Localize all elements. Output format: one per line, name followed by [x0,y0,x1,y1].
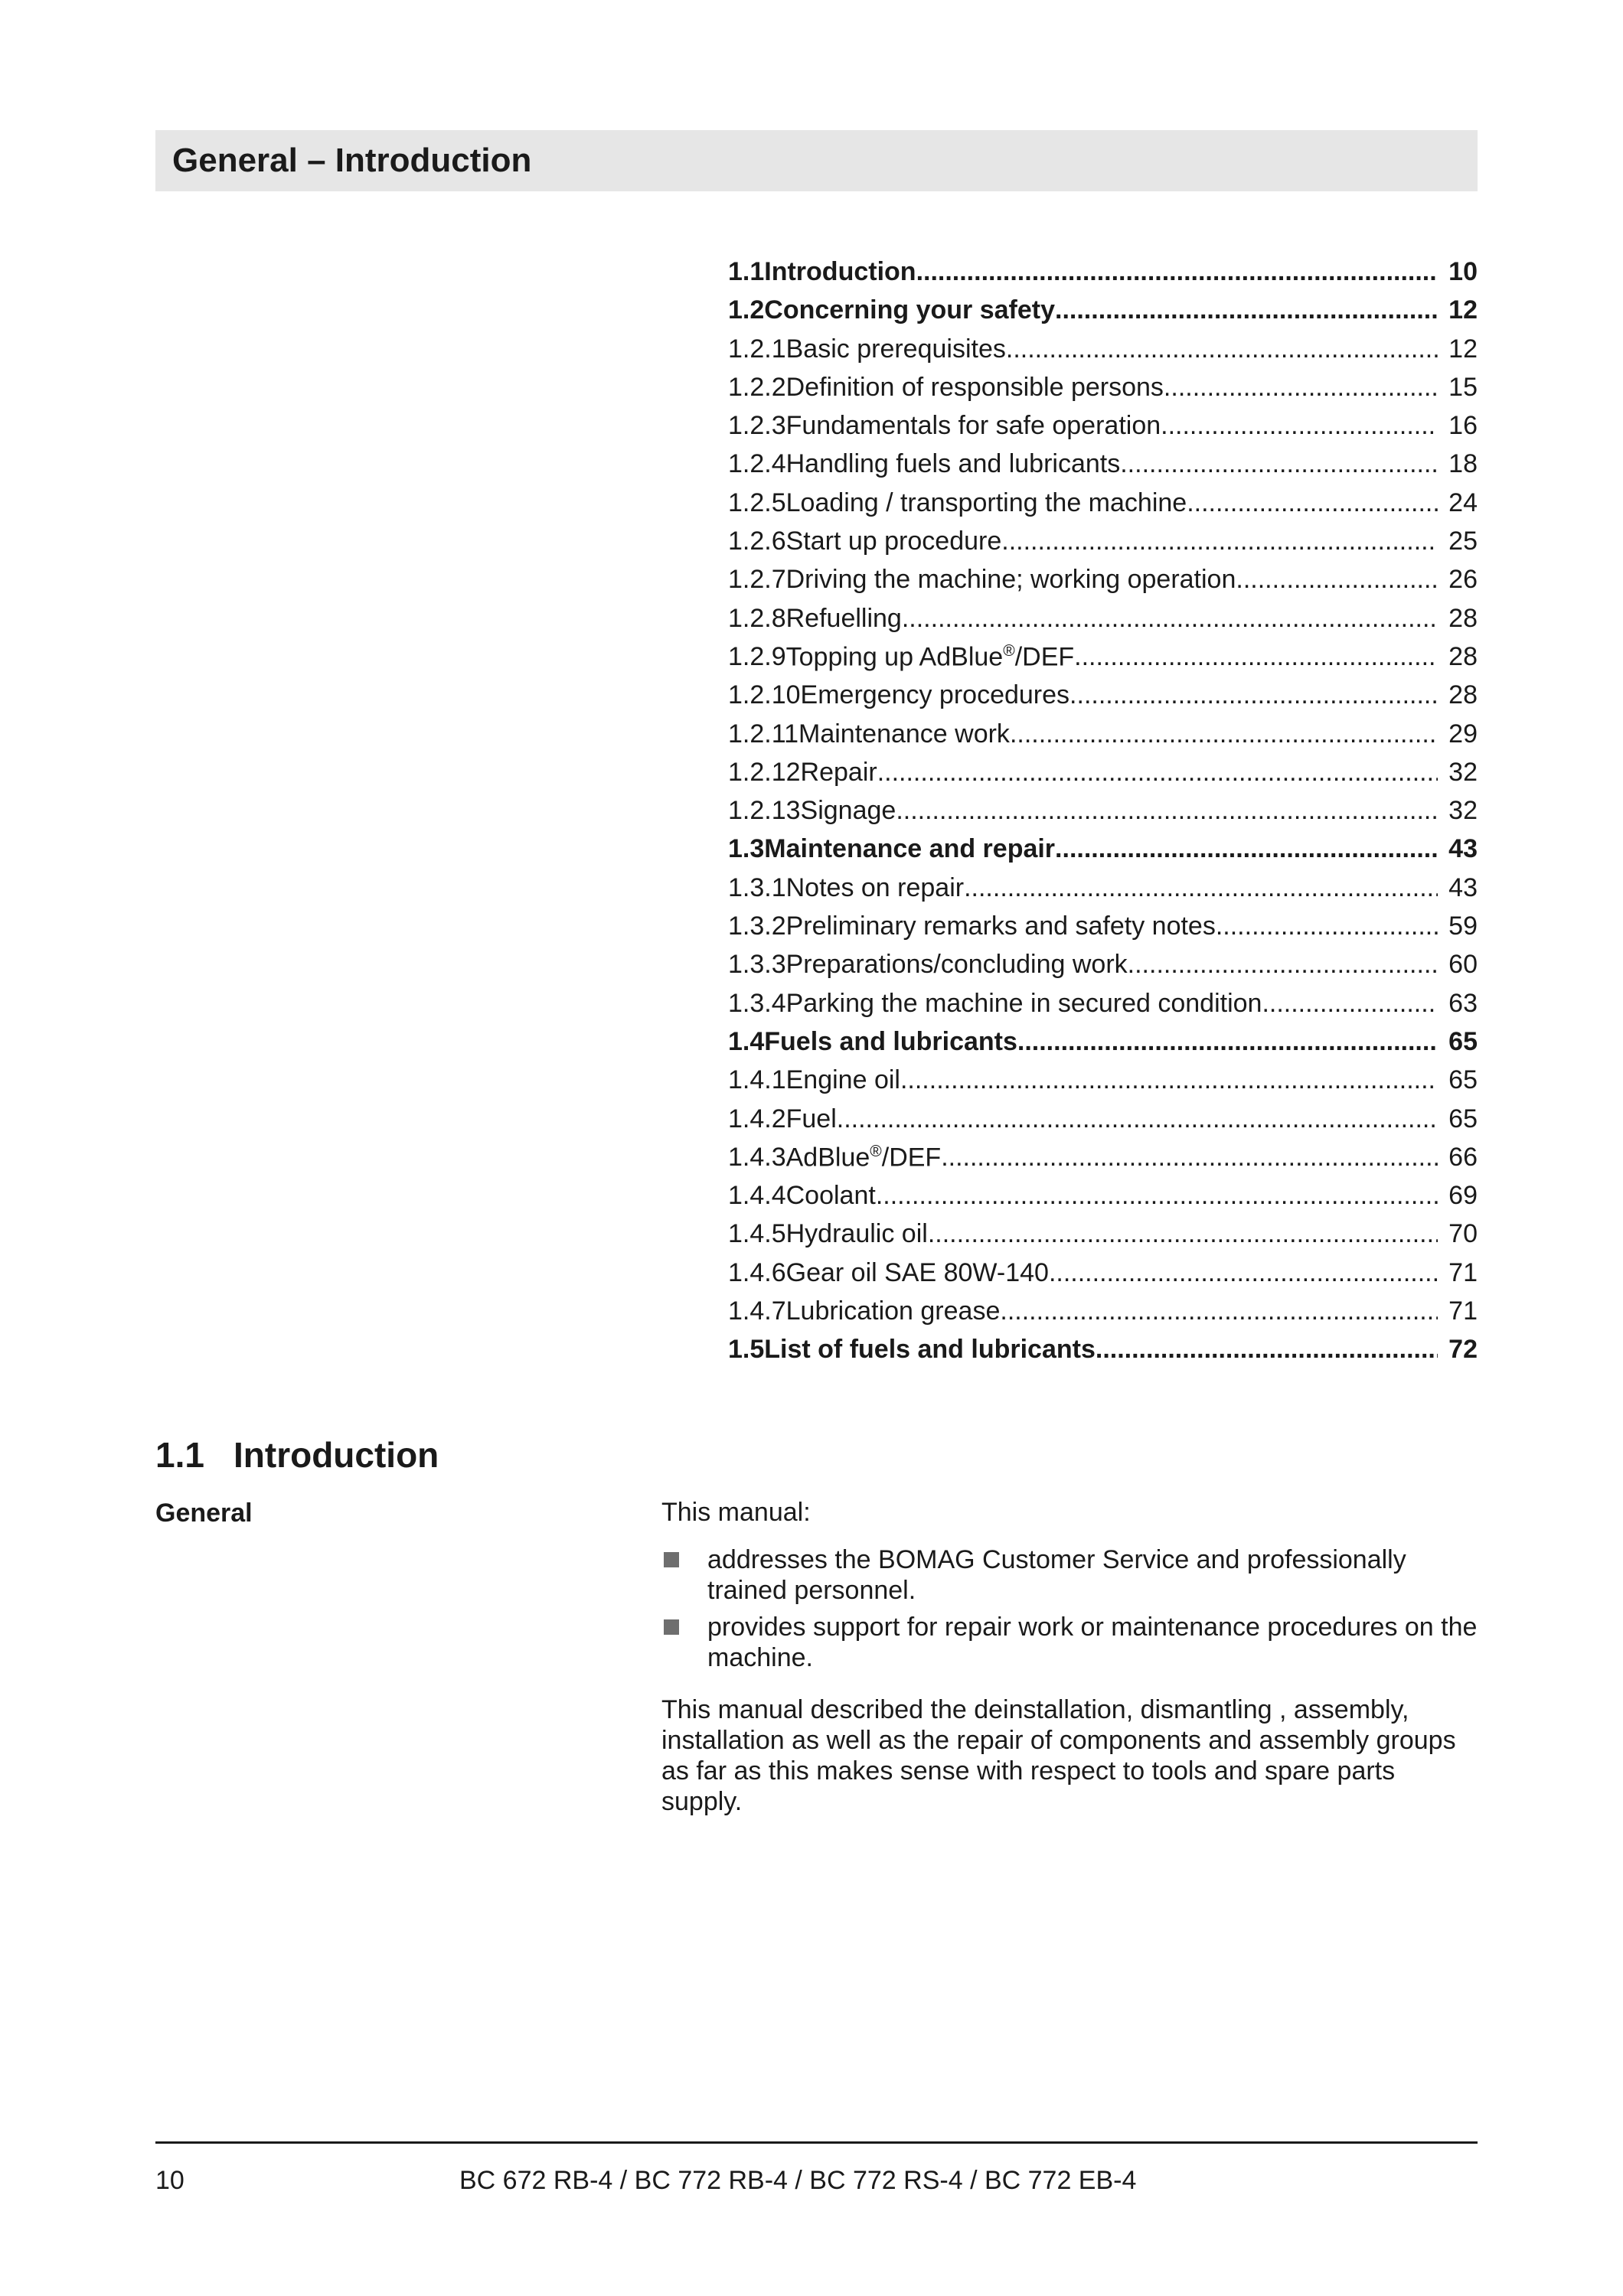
toc-entry [728,527,1478,565]
bullet-text: provides support for repair work or maintenance procedures on the machine. [707,1613,1478,1672]
registered-mark: ® [1003,641,1015,660]
toc-entry-number: 1.2 [728,295,765,325]
toc-entry [728,680,1478,719]
toc-entry-title: Notes on repair [785,872,965,902]
toc-entry-number: 1.3.3 [728,950,786,980]
toc-entry [728,1065,1478,1104]
toc-entry-number: 1.2.5 [728,488,786,517]
toc-entry-page: 59 [1448,912,1478,941]
toc-entry-page: 16 [1448,411,1478,441]
toc-entry-page: 32 [1448,796,1478,826]
toc-leader-dots [1055,834,1438,864]
table-of-contents [728,257,1478,1374]
toc-entry [728,1296,1478,1335]
toc-entry-number: 1.2.1 [728,334,786,364]
toc-entry-title: Preparations/concluding work [785,950,1128,980]
toc-entry [728,295,1478,334]
toc-entry-page: 65 [1448,1026,1478,1056]
toc-entry [728,449,1478,488]
toc-entry-page: 60 [1448,950,1478,980]
toc-entry [728,1219,1478,1257]
toc-entry-number: 1.4.1 [728,1065,786,1095]
toc-entry-title: Preliminary remarks and safety notes [785,912,1216,941]
toc-entry-title: Fundamentals for safe operation [785,411,1161,441]
toc-entry-title: Emergency procedures [800,680,1070,710]
footer-divider [155,2141,1478,2144]
toc-leader-dots [1128,950,1438,980]
section-title: Introduction [233,1435,439,1475]
side-label: General [155,1499,253,1528]
chapter-title: General – Introduction [172,142,532,179]
toc-leader-dots [876,1181,1438,1211]
toc-entry [728,796,1478,834]
toc-entry-title: Coolant [785,1181,876,1211]
toc-entry [728,565,1478,603]
toc-leader-dots [1010,719,1438,749]
toc-entry-number: 1.4.6 [728,1257,786,1287]
toc-entry [728,834,1478,872]
toc-entry-page: 28 [1448,642,1478,672]
toc-entry-title: Engine oil [785,1065,900,1095]
toc-entry-title: Definition of responsible persons [785,372,1164,402]
toc-entry-page: 65 [1448,1065,1478,1095]
toc-entry-title: Lubrication grease [785,1296,1001,1326]
toc-entry [728,719,1478,758]
toc-entry-title: Maintenance and repair [764,834,1056,864]
chapter-header-bar [155,130,1478,191]
toc-entry-page: 71 [1448,1257,1478,1287]
toc-entry-title: Topping up AdBlue®/DEF [785,641,1075,672]
toc-entry-page: 15 [1448,372,1478,402]
toc-leader-dots [1262,989,1438,1019]
toc-leader-dots [877,758,1438,788]
square-bullet-icon [664,1552,679,1567]
toc-entry-title: Gear oil SAE 80W-140 [785,1257,1049,1287]
toc-leader-dots [941,1143,1438,1172]
toc-entry-number: 1.2.2 [728,372,786,402]
toc-entry [728,758,1478,796]
toc-entry-page: 26 [1448,565,1478,595]
toc-entry-number: 1.4 [728,1026,765,1056]
toc-entry-number: 1.1 [728,257,765,286]
toc-entry-page: 69 [1448,1181,1478,1211]
toc-leader-dots [1074,642,1438,672]
toc-entry-title: Repair [800,757,877,787]
toc-entry-title: Driving the machine; working operation [785,565,1236,595]
toc-entry-title: Handling fuels and lubricants [785,449,1121,479]
toc-entry-page: 66 [1448,1143,1478,1172]
toc-entry [728,334,1478,373]
toc-entry-page: 28 [1448,680,1478,710]
toc-entry [728,642,1478,680]
toc-entry [728,1104,1478,1143]
toc-entry [728,257,1478,295]
toc-entry-number: 1.3 [728,834,765,864]
toc-entry-page: 70 [1448,1219,1478,1249]
toc-leader-dots [1216,912,1438,941]
toc-leader-dots [1187,488,1438,518]
toc-entry-number: 1.3.2 [728,912,786,941]
toc-entry-page: 43 [1448,872,1478,902]
toc-leader-dots [1017,1027,1438,1057]
square-bullet-icon [664,1619,679,1635]
toc-leader-dots [1049,1258,1438,1288]
toc-leader-dots [896,796,1438,826]
bullet-list [661,1544,1478,1673]
toc-entry [728,873,1478,912]
bullet-text: addresses the BOMAG Customer Service and professionally trained personnel. [707,1545,1406,1605]
toc-entry-page: 10 [1448,257,1478,286]
footer-model-line: BC 672 RB-4 / BC 772 RB-4 / BC 772 RS-4 / BC 772 EB-4 [459,2166,1137,2195]
toc-entry-page: 12 [1448,334,1478,364]
toc-leader-dots [1000,1296,1438,1326]
toc-leader-dots [1236,565,1438,595]
toc-leader-dots [1006,334,1438,364]
toc-entry-number: 1.2.12 [728,757,801,787]
toc-entry-number: 1.2.13 [728,796,801,826]
list-item [661,1612,1478,1673]
toc-entry-page: 65 [1448,1104,1478,1133]
toc-entry-title: Fuel [785,1104,837,1133]
toc-entry-page: 12 [1448,295,1478,325]
toc-entry [728,1258,1478,1296]
toc-leader-dots [916,257,1438,287]
section-heading [155,1434,439,1476]
toc-entry-number: 1.4.2 [728,1104,786,1133]
toc-leader-dots [837,1104,1438,1134]
toc-entry-title: Loading / transporting the machine [785,488,1187,517]
intro-line: This manual: [661,1498,811,1527]
toc-entry-number: 1.2.9 [728,642,786,672]
toc-entry-number: 1.5 [728,1335,765,1365]
toc-leader-dots [1055,295,1438,325]
toc-leader-dots [1120,449,1438,479]
toc-entry-title: Parking the machine in secured condition [785,988,1262,1018]
toc-entry-number: 1.2.6 [728,527,786,556]
toc-entry-title: AdBlue®/DEF [785,1142,942,1172]
toc-entry [728,989,1478,1027]
toc-entry-page: 43 [1448,834,1478,864]
section-body [661,1497,1478,1817]
section-number: 1.1 [155,1435,204,1475]
toc-leader-dots [1164,373,1438,403]
toc-entry-page: 32 [1448,757,1478,787]
toc-entry-title: Maintenance work [798,719,1010,748]
list-item [661,1544,1478,1606]
toc-entry-title: Refuelling [785,603,902,633]
registered-mark: ® [870,1142,882,1160]
toc-leader-dots [1161,411,1438,441]
toc-entry-page: 63 [1448,988,1478,1018]
toc-leader-dots [928,1219,1438,1249]
toc-entry [728,1143,1478,1181]
toc-leader-dots [1001,527,1438,556]
toc-entry-number: 1.4.4 [728,1181,786,1211]
toc-entry-number: 1.4.5 [728,1219,786,1249]
toc-entry [728,1027,1478,1065]
toc-entry-number: 1.2.11 [728,719,799,748]
toc-entry-title: Signage [800,796,896,826]
toc-leader-dots [1069,680,1438,710]
toc-entry-title: Start up procedure [785,527,1002,556]
footer-page-number: 10 [155,2166,185,2195]
toc-entry [728,604,1478,642]
toc-entry-title: Concerning your safety [764,295,1056,325]
toc-entry-number: 1.2.4 [728,449,786,479]
toc-entry-number: 1.2.3 [728,411,786,441]
toc-entry [728,411,1478,449]
toc-entry-number: 1.2.8 [728,603,786,633]
toc-entry-title: Fuels and lubricants [764,1026,1017,1056]
toc-leader-dots [902,604,1438,634]
toc-entry [728,488,1478,527]
toc-entry-page: 29 [1448,719,1478,748]
toc-entry-number: 1.3.4 [728,988,786,1018]
toc-entry-page: 71 [1448,1296,1478,1326]
toc-entry-page: 24 [1448,488,1478,517]
toc-leader-dots [1096,1335,1438,1365]
toc-entry-number: 1.4.7 [728,1296,786,1326]
toc-entry-number: 1.4.3 [728,1143,786,1172]
toc-entry-number: 1.2.7 [728,565,786,595]
toc-entry [728,1181,1478,1219]
body-paragraph: This manual described the deinstallation, dismantling , assembly, installation as well as the repair of components and assembly groups as far as this makes sense with respect to tools and spare parts supply. [661,1695,1456,1816]
toc-entry-page: 72 [1448,1335,1478,1365]
toc-leader-dots [964,873,1438,903]
toc-entry-title: Introduction [764,257,916,286]
toc-entry [728,1335,1478,1373]
toc-entry [728,950,1478,988]
toc-entry-page: 18 [1448,449,1478,479]
toc-entry-page: 25 [1448,527,1478,556]
toc-entry-number: 1.2.10 [728,680,801,710]
toc-entry-title: Basic prerequisites [785,334,1006,364]
toc-entry [728,912,1478,950]
toc-entry-title: List of fuels and lubricants [764,1335,1096,1365]
toc-entry-page: 28 [1448,603,1478,633]
toc-entry-number: 1.3.1 [728,872,786,902]
toc-entry-title: Hydraulic oil [785,1219,928,1249]
toc-entry [728,373,1478,411]
toc-leader-dots [900,1065,1438,1095]
